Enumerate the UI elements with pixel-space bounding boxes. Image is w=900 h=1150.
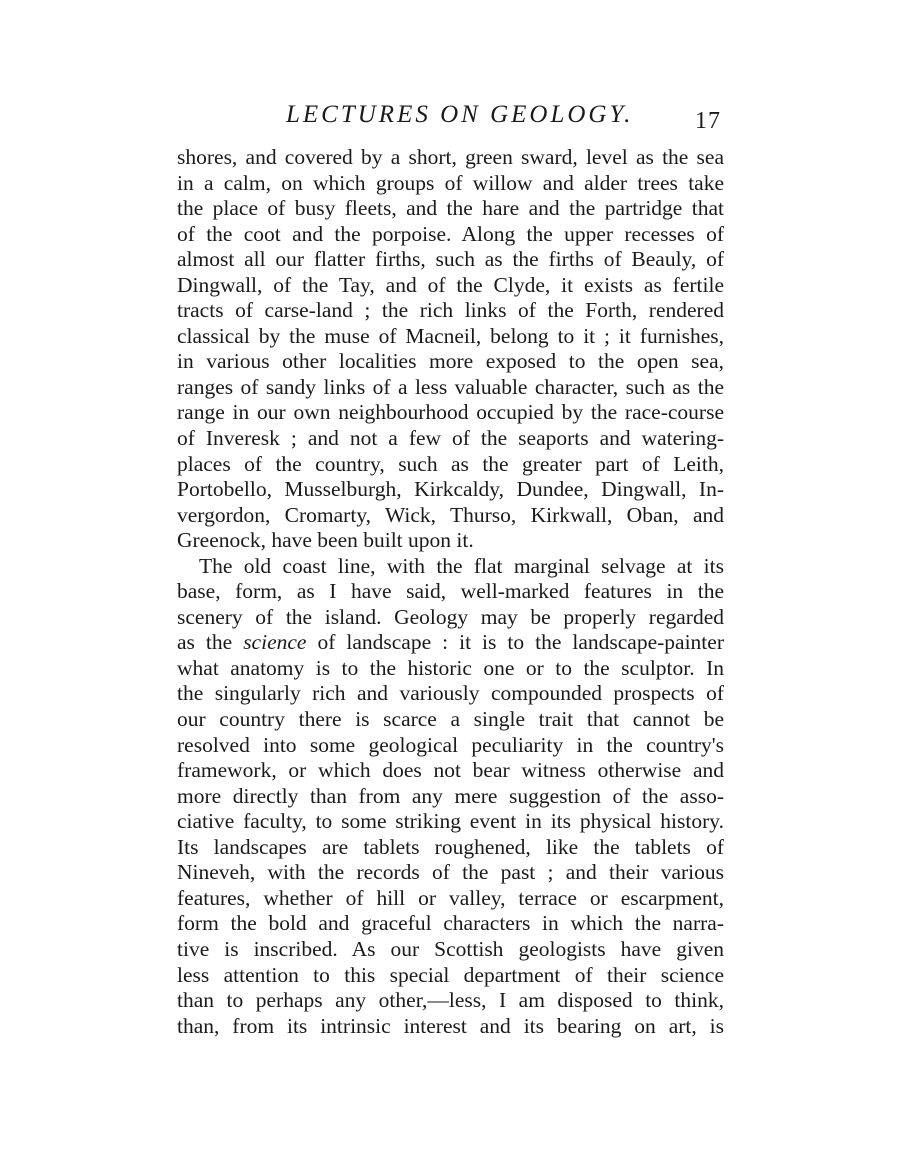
text-line: features, whether of hill or valley, terrace or escarpment, (177, 885, 724, 910)
text-line: as the science of landscape : it is to the landscape-painter (177, 630, 724, 655)
text-line: ciative faculty, to some striking event in its physical history. (177, 809, 724, 834)
text-line: The old coast line, with the flat marginal selvage at its (199, 553, 724, 578)
page-number: 17 (695, 108, 721, 134)
text-line: in a calm, on which groups of willow and alder trees take (177, 170, 724, 195)
text-line: Greenock, have been built upon it. (177, 528, 474, 553)
italic-word: science (243, 630, 307, 655)
text-line: framework, or which does not bear witness otherwise and (177, 758, 724, 783)
text-line: than to perhaps any other,—less, I am disposed to think, (177, 988, 724, 1013)
text-line: of Inveresk ; and not a few of the seaports and watering- (177, 426, 724, 451)
text-line: resolved into some geological peculiarity in the country's (177, 732, 724, 757)
text-line: classical by the muse of Macneil, belong to it ; it furnishes, (177, 323, 724, 348)
text-line: shores, and covered by a short, green sward, level as the sea (177, 145, 724, 169)
text-line: form the bold and graceful characters in which the narra- (177, 911, 724, 936)
text-line: Its landscapes are tablets roughened, like the tablets of (177, 834, 724, 859)
text-line: our country there is scarce a single trait that cannot be (177, 707, 724, 732)
text-line: tive is inscribed. As our Scottish geologists have given (177, 936, 724, 961)
text-line: almost all our flatter firths, such as the firths of Beauly, of (177, 247, 724, 272)
text-line: less attention to this special department of their science (177, 962, 724, 987)
text-line: more directly than from any mere suggestion of the asso- (177, 783, 724, 808)
text-line: the singularly rich and variously compounded prospects of (177, 681, 724, 706)
text-line: range in our own neighbourhood occupied by the race-course (177, 400, 724, 425)
text-line: Nineveh, with the records of the past ; and their various (177, 860, 724, 885)
text-line: in various other localities more exposed to the open sea, (177, 349, 724, 374)
text-line: Dingwall, of the Tay, and of the Clyde, it exists as fertile (177, 272, 724, 297)
body-text (177, 145, 724, 1039)
text-line: Portobello, Musselburgh, Kirkcaldy, Dundee, Dingwall, In- (177, 477, 724, 502)
text-line: what anatomy is to the historic one or to the sculptor. In (177, 655, 724, 680)
text-line: vergordon, Cromarty, Wick, Thurso, Kirkwall, Oban, and (177, 502, 724, 527)
text-line: than, from its intrinsic interest and its bearing on art, is (177, 1013, 724, 1038)
text-line: the place of busy fleets, and the hare and the partridge that (177, 196, 724, 221)
text-line: ranges of sandy links of a less valuable character, such as the (177, 374, 724, 399)
text-line: of the coot and the porpoise. Along the upper recesses of (177, 221, 724, 246)
text-line: base, form, as I have said, well-marked features in the (177, 579, 724, 604)
text-line: places of the country, such as the greater part of Leith, (177, 451, 724, 476)
text-line: scenery of the island. Geology may be properly regarded (177, 604, 724, 629)
running-head: LECTURES ON GEOLOGY. (286, 101, 634, 128)
text-line: tracts of carse-land ; the rich links of the Forth, rendered (177, 298, 724, 323)
